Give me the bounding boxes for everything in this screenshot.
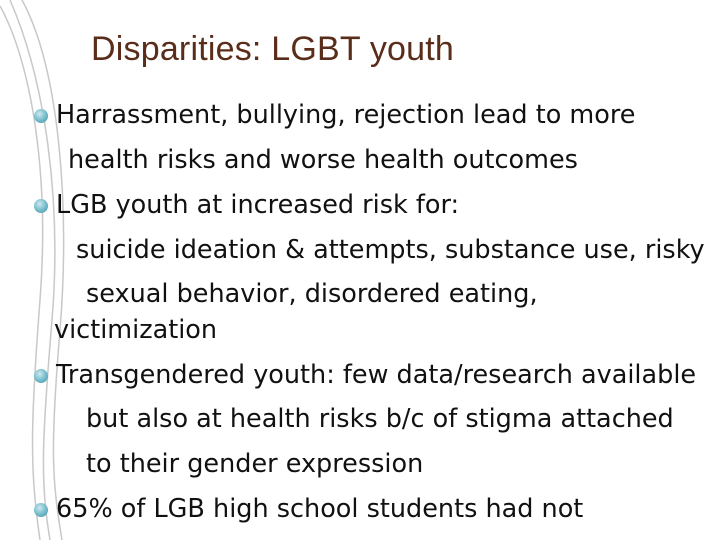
- bullet-text: Transgendered youth: few data/research available: [56, 360, 697, 390]
- sub-text: sexual behavior, disordered eating,: [86, 279, 538, 309]
- decor-curve-1: [0, 6, 43, 540]
- bullet-text-continued: to their gender expression: [86, 449, 424, 479]
- bullet-icon: [34, 199, 48, 213]
- bullet-text: LGB youth at increased risk for:: [56, 190, 460, 220]
- bullet-text-continued: health risks and worse health outcomes: [68, 145, 578, 175]
- bullet-icon: [34, 503, 48, 517]
- bullet-text: 65% of LGB high school students had not: [56, 494, 584, 524]
- sub-text: victimization: [54, 315, 218, 345]
- bullet-icon: [34, 369, 48, 383]
- bullet-text: Harrassment, bullying, rejection lead to more: [56, 100, 636, 130]
- bullet-text-continued: but also at health risks b/c of stigma attached: [86, 404, 674, 434]
- bullet-icon: [34, 109, 48, 123]
- sub-text: suicide ideation & attempts, substance use, risky: [76, 235, 705, 265]
- slide-title: Disparities: LGBT youth: [91, 30, 455, 68]
